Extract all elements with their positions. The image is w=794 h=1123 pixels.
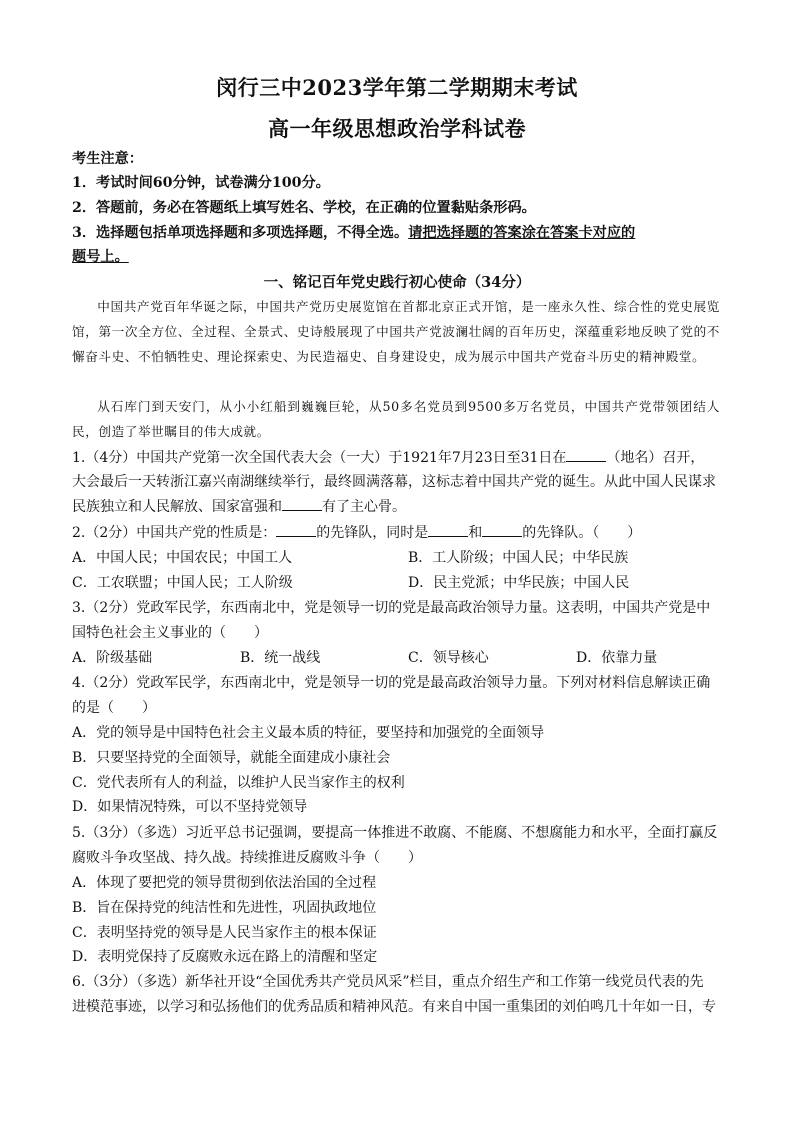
question-1-text: 民族独立和人民解放、国家富强和 xyxy=(72,499,282,515)
question-2-text: 2.（2分）中国共产党的性质是： xyxy=(72,525,277,541)
question-4-option-b[interactable]: B．只要坚持党的全面领导，就能全面建成小康社会 xyxy=(72,750,391,766)
question-2-text: 的先锋队，同时是 xyxy=(316,525,429,541)
notice-item-1: 1．考试时间60分钟，试卷满分100分。 xyxy=(72,175,330,191)
notice-item-3-cont: 题号上。 xyxy=(72,249,129,265)
question-4-line-1: 4.（2分）党政军民学，东西南北中，党是领导一切的党是最高政治领导力量。下列对材料信息解读正确 xyxy=(72,675,711,691)
question-1-text: 1.（4分）中国共产党第一次全国代表大会（一大）于1921年7月23日至31日在 xyxy=(72,450,567,466)
section-paragraph-1: 中国共产党百年华诞之际，中国共产党历史展览馆在首都北京正式开馆，是一座永久性、综合性的党史展览馆，第一次全方位、全过程、全景式、史诗般展现了中国共产党波澜壮阔的百年历史，深蕴重彩地反映了党的不懈奋斗史、不怕牺牲史、理论探索史、为民造福史、自身建设史，成为展示中国共产党奋斗历史的精神殿堂。 xyxy=(72,299,720,365)
question-5-line-1: 5.（3分）（多选）习近平总书记强调，要提高一体推进不敢腐、不能腐、不想腐能力和水平，全面打赢反 xyxy=(72,825,718,841)
exam-title: 闵行三中2023学年第二学期期末考试 xyxy=(216,75,578,100)
answer-blank[interactable] xyxy=(276,522,316,537)
question-4-option-c[interactable]: C．党代表所有人的利益，以维护人民当家作主的权利 xyxy=(72,775,405,791)
question-1-line-3 xyxy=(72,496,722,516)
question-5-option-b[interactable]: B．旨在保持党的纯洁性和先进性，巩固执政地位 xyxy=(72,900,377,916)
question-1-line-1 xyxy=(72,447,722,467)
answer-blank[interactable] xyxy=(282,496,322,511)
question-2-option-d[interactable]: D．民主党派；中华民族；中国人民 xyxy=(408,575,630,591)
section-title: 一、铭记百年党史践行初心使命（34分） xyxy=(263,274,531,291)
question-1-text: 有了主心骨。 xyxy=(322,499,406,515)
question-2-stem xyxy=(72,522,722,542)
question-1-text: （地名）召开， xyxy=(606,450,705,466)
question-4-option-d[interactable]: D．如果情况特殊，可以不坚持党领导 xyxy=(72,799,308,815)
question-5-line-2: 腐败斗争攻坚战、持久战。持续推进反腐败斗争（ ） xyxy=(72,850,422,866)
question-2-text: 的先锋队。（ ） xyxy=(522,525,642,541)
notice-item-3 xyxy=(72,222,722,242)
question-3-option-c[interactable]: C．领导核心 xyxy=(408,650,489,666)
question-3-option-b[interactable]: B．统一战线 xyxy=(240,650,321,666)
question-3-option-d[interactable]: D．依靠力量 xyxy=(576,650,658,666)
question-2-text: 和 xyxy=(468,525,483,541)
question-6-line-1: 6.（3分）（多选）新华社开设“全国优秀共产党员风采”栏目，重点介绍生产和工作第一线党员代表的先 xyxy=(72,974,704,990)
notice-item-3-text: 3．选择题包括单项选择题和多项选择题，不得全选。 xyxy=(72,225,409,241)
question-5-option-c[interactable]: C．表明坚持党的领导是人民当家作主的根本保证 xyxy=(72,925,377,941)
question-5-option-a[interactable]: A．体现了要把党的领导贯彻到依法治国的全过程 xyxy=(72,875,377,891)
question-4-line-2: 的是（ ） xyxy=(72,700,156,716)
notice-item-3-underlined: 请把选择题的答案涂在答案卡对应的 xyxy=(408,225,636,241)
exam-subtitle: 高一年级思想政治学科试卷 xyxy=(268,116,526,141)
question-3-line-2: 国特色社会主义事业的（ ） xyxy=(72,625,268,641)
question-2-option-a[interactable]: A．中国人民；中国农民；中国工人 xyxy=(72,550,293,566)
notice-item-2: 2．答题前，务必在答题纸上填写姓名、学校，在正确的位置黏贴条形码。 xyxy=(72,200,536,216)
question-6-line-2: 进模范事迹，以学习和弘扬他们的优秀品质和精神风范。有来自中国一重集团的刘伯鸣几十年如一日，专 xyxy=(72,999,716,1015)
question-3-option-a[interactable]: A．阶级基础 xyxy=(72,650,153,666)
question-1-line-2: 大会最后一天转浙江嘉兴南湖继续举行，最终圆满落幕，这标志着中国共产党的诞生。从此中国人民谋求 xyxy=(72,474,716,490)
question-2-option-c[interactable]: C．工农联盟；中国人民；工人阶级 xyxy=(72,575,293,591)
notice-heading: 考生注意： xyxy=(72,151,143,167)
question-3-line-1: 3.（2分）党政军民学，东西南北中，党是领导一切的党是最高政治领导力量。这表明，中国共产党是中 xyxy=(72,600,711,616)
question-2-option-b[interactable]: B．工人阶级；中国人民；中华民族 xyxy=(408,550,629,566)
section-paragraph-2: 从石库门到天安门，从小小红船到巍巍巨轮，从50多名党员到9500多万名党员，中国共产党带领团结人民，创造了举世瞩目的伟大成就。 xyxy=(72,399,720,440)
answer-blank[interactable] xyxy=(428,522,468,537)
question-4-option-a[interactable]: A．党的领导是中国特色社会主义最本质的特征，要坚持和加强党的全面领导 xyxy=(72,725,545,741)
question-5-option-d[interactable]: D．表明党保持了反腐败永远在路上的清醒和坚定 xyxy=(72,949,378,965)
answer-blank[interactable] xyxy=(566,447,606,462)
answer-blank[interactable] xyxy=(482,522,522,537)
